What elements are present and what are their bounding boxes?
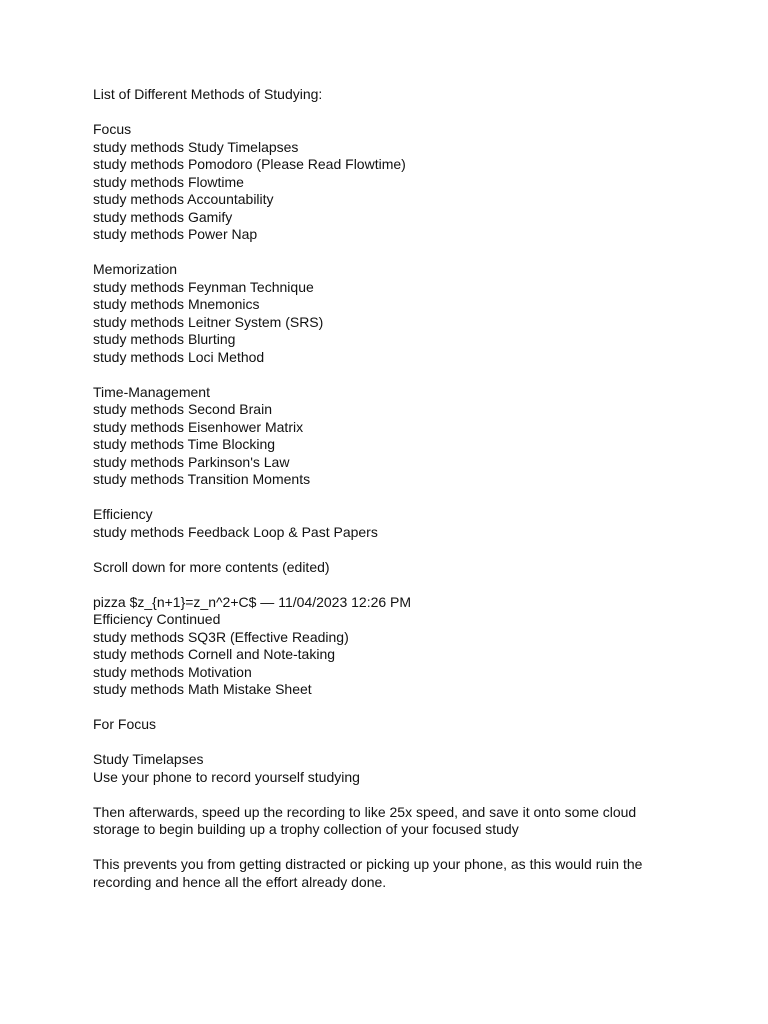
list-item: study methods Accountability	[93, 191, 274, 207]
list-item: study methods Gamify	[93, 208, 233, 225]
list-item: study methods Power Nap	[93, 226, 258, 242]
body-paragraph: Then afterwards, speed up the recording to like 25x speed, and save it onto some cloud storage to begin building up a trophy collection of your focused study	[93, 803, 637, 837]
list-item: study methods Mnemonics	[93, 296, 260, 312]
list-item: study methods Transition Moments	[93, 471, 311, 487]
list-item: study methods Eisenhower Matrix	[93, 418, 304, 435]
document-page	[93, 86, 673, 891]
list-item: study methods Leitner System (SRS)	[93, 313, 324, 330]
list-item: study methods SQ3R (Effective Reading)	[93, 628, 349, 645]
spacer	[93, 786, 673, 804]
body-paragraph: This prevents you from getting distracted or picking up your phone, as this would ruin the recording and hence all the effort already done.	[93, 856, 643, 890]
list-item: study methods Feedback Loop & Past Papers	[93, 523, 378, 540]
spacer	[93, 104, 673, 122]
spacer	[93, 366, 673, 384]
list-item: study methods Flowtime	[93, 173, 244, 190]
spacer	[93, 699, 673, 717]
list-item: study methods Blurting	[93, 331, 236, 347]
subheading-study-timelapses: Study Timelapses	[93, 751, 204, 767]
list-item: study methods Motivation	[93, 663, 252, 680]
document-title: List of Different Methods of Studying:	[93, 86, 323, 102]
section-heading-memorization: Memorization	[93, 261, 178, 277]
scroll-note: Scroll down for more contents (edited)	[93, 558, 330, 575]
list-item: study methods Feynman Technique	[93, 278, 314, 295]
spacer	[93, 576, 673, 594]
spacer	[93, 541, 673, 559]
section-heading-efficiency-continued: Efficiency Continued	[93, 611, 221, 627]
list-item: study methods Second Brain	[93, 401, 272, 417]
spacer	[93, 244, 673, 262]
spacer	[93, 839, 673, 857]
list-item: study methods Time Blocking	[93, 436, 276, 452]
list-item: study methods Pomodoro (Please Read Flowtime)	[93, 156, 406, 172]
list-item: study methods Study Timelapses	[93, 138, 299, 155]
spacer	[93, 734, 673, 752]
spacer	[93, 489, 673, 507]
list-item: study methods Parkinson's Law	[93, 453, 290, 470]
section-heading-time-management: Time-Management	[93, 383, 210, 400]
message-meta: pizza $z_{n+1}=z_n^2+C$ — 11/04/2023 12:26 PM	[93, 593, 412, 610]
section-heading-focus: Focus	[93, 121, 132, 137]
list-item: study methods Cornell and Note-taking	[93, 646, 336, 662]
list-item: study methods Loci Method	[93, 348, 265, 365]
section-heading-for-focus: For Focus	[93, 716, 157, 732]
body-text: Use your phone to record yourself studying	[93, 768, 360, 785]
section-heading-efficiency: Efficiency	[93, 506, 153, 522]
list-item: study methods Math Mistake Sheet	[93, 681, 312, 697]
